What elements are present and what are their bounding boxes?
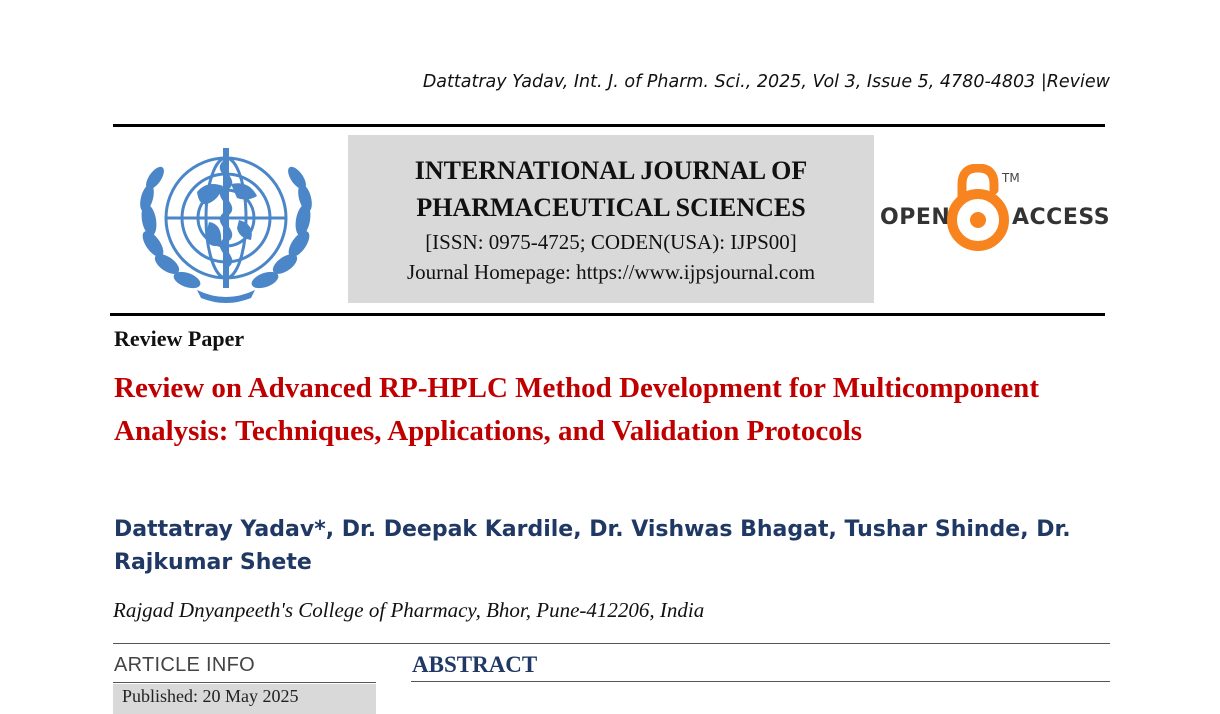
open-access-logo	[878, 164, 1110, 256]
oa-word-access: ACCESS	[1012, 205, 1110, 230]
journal-homepage[interactable]: Journal Homepage: https://www.ijpsjournal.com	[406, 260, 816, 284]
published-date: Published: 20 May 2025	[122, 686, 299, 706]
affiliation: Rajgad Dnyanpeeth's College of Pharmacy, Bhor, Pune-412206, India	[113, 598, 705, 622]
author-list: Dattatray Yadav*, Dr. Deepak Kardile, Dr. Vishwas Bhagat, Tushar Shinde, Dr. Rajkumar Shete	[114, 517, 1071, 575]
journal-name-line1: INTERNATIONAL JOURNAL OF	[414, 156, 808, 185]
open-lock-icon	[952, 168, 1004, 246]
running-header-citation: Dattatray Yadav, Int. J. of Pharm. Sci., 2025, Vol 3, Issue 5, 4780-4803 |Review	[422, 72, 1110, 92]
who-emblem-icon	[127, 140, 325, 305]
article-info-underline	[113, 682, 376, 683]
journal-issn: [ISSN: 0975-4725; CODEN(USA): IJPS00]	[425, 230, 797, 254]
oa-trademark: TM	[1002, 171, 1020, 185]
header-rule-bottom	[110, 313, 1105, 316]
paper-title: Review on Advanced RP-HPLC Method Development for Multicomponent Analysis: Techniques, Applications, and Validation Protocols	[114, 372, 1039, 447]
abstract-underline	[411, 681, 1110, 682]
header-rule-top	[113, 124, 1105, 127]
journal-name	[348, 152, 874, 226]
section-divider	[113, 643, 1110, 644]
paper-type: Review Paper	[114, 326, 245, 351]
abstract-heading: ABSTRACT	[412, 652, 538, 677]
oa-word-open: OPEN	[880, 205, 951, 230]
journal-name-line2: PHARMACEUTICAL SCIENCES	[416, 193, 806, 222]
article-info-heading: ARTICLE INFO	[114, 654, 256, 676]
journal-masthead	[348, 135, 874, 303]
